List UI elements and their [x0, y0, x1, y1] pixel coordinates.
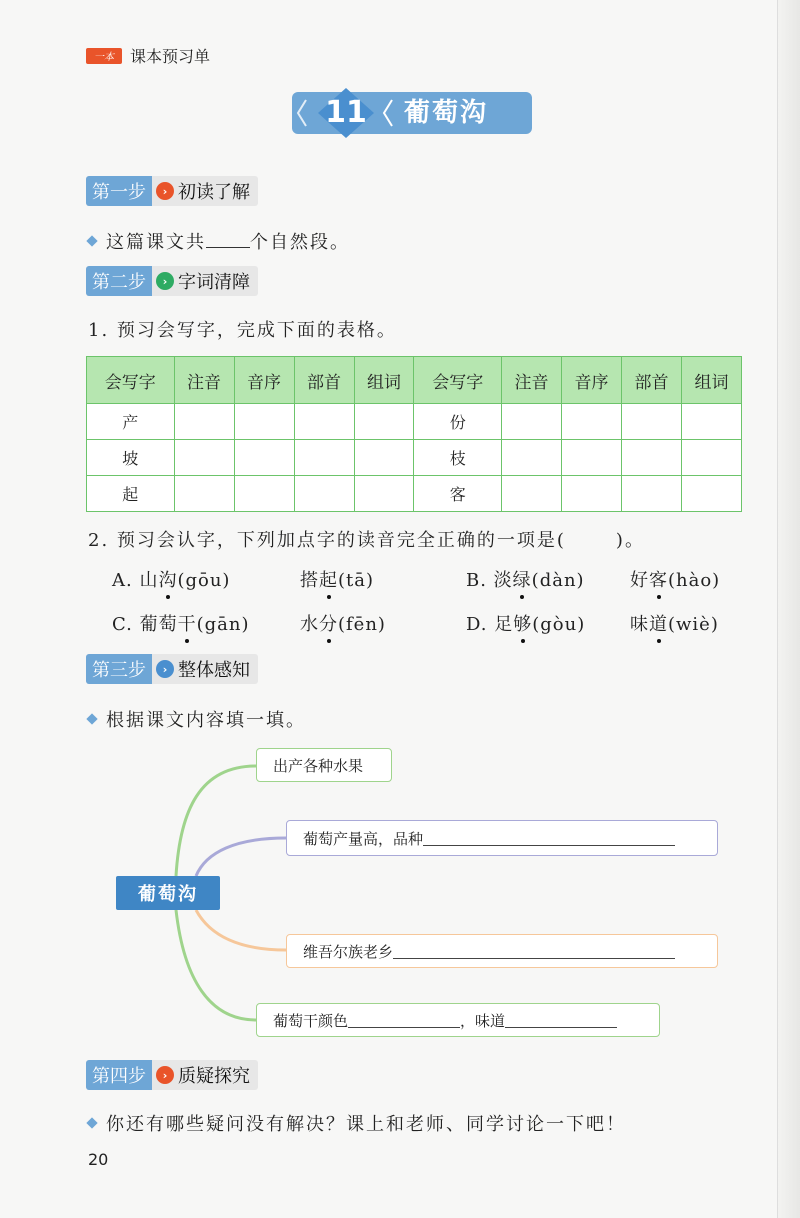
- bullet-icon: [86, 1117, 97, 1128]
- step4-header: [86, 1060, 258, 1090]
- table-header: 会写字: [414, 357, 502, 404]
- option-word: 搭: [300, 570, 319, 591]
- table-cell-char: 客: [414, 476, 502, 512]
- option-word: 好: [630, 570, 649, 591]
- dotted-char: 够: [513, 610, 532, 636]
- pinyin: (hào): [668, 570, 721, 591]
- option-word: 葡萄: [139, 614, 178, 635]
- step4-name: 质疑探究: [178, 1066, 250, 1087]
- pinyin: (tā): [338, 570, 375, 591]
- connector-purple: [196, 838, 286, 876]
- node-text: 葡萄产量高，品种: [303, 829, 424, 848]
- step4-text: [88, 1110, 626, 1136]
- step1-arrow-icon: ›: [156, 182, 174, 200]
- step3-arrow-icon: ›: [156, 660, 174, 678]
- dotted-char: 起: [319, 566, 338, 592]
- option-word: 水: [300, 614, 319, 635]
- option-word: 足: [494, 614, 514, 635]
- step2-arrow-icon: ›: [156, 272, 174, 290]
- node-text: 维吾尔族老乡: [303, 942, 394, 961]
- table-cell-char: 坡: [87, 440, 175, 476]
- option-label: D.: [466, 614, 495, 635]
- table-header: 音序: [562, 357, 622, 404]
- option-word: 山: [139, 570, 159, 591]
- pinyin: (gòu): [532, 614, 586, 635]
- step3-instruction-text: 根据课文内容填一填。: [106, 710, 306, 731]
- pinyin: (wiè): [668, 614, 719, 635]
- step1-name: 初读了解: [178, 182, 250, 203]
- option-label: A.: [112, 570, 140, 591]
- mind-map-node-1: [256, 748, 392, 782]
- table-cell-char: 枝: [414, 440, 502, 476]
- mind-map-root: 葡萄沟: [116, 876, 220, 910]
- step3-name: 整体感知: [178, 660, 250, 681]
- step1-tag: 第一步: [86, 176, 152, 206]
- step2-name: 字词清障: [178, 272, 250, 293]
- dotted-char: 道: [649, 610, 668, 636]
- table-header: 组词: [681, 357, 741, 404]
- table-header: 会写字: [87, 357, 175, 404]
- mind-map-node-3: [286, 934, 718, 968]
- dotted-char: 分: [319, 610, 338, 636]
- connector-green-2: [176, 910, 256, 1020]
- pinyin: (gōu): [177, 570, 231, 591]
- step2-q1: 1. 预习会写字，完成下面的表格。: [88, 320, 397, 341]
- step4-tag: 第四步: [86, 1060, 152, 1090]
- lesson-number: 11: [325, 95, 367, 130]
- dotted-char: 沟: [158, 566, 177, 592]
- connector-green: [176, 766, 256, 876]
- dotted-char: 客: [649, 566, 668, 592]
- step1-question-post: 个自然段。: [250, 232, 350, 253]
- pinyin: (gān): [196, 614, 250, 635]
- pinyin: (fēn): [338, 614, 386, 635]
- table-header: 音序: [234, 357, 294, 404]
- table-header: 部首: [622, 357, 682, 404]
- table-header: 组词: [354, 357, 414, 404]
- mind-map-node-4: [256, 1003, 660, 1037]
- node-text: 出产各种水果: [273, 756, 364, 775]
- step3-tag: 第三步: [86, 654, 152, 684]
- answer-blank[interactable]: [393, 944, 675, 959]
- step1-question-pre: 这篇课文共: [106, 232, 206, 253]
- page-number: 20: [88, 1150, 109, 1169]
- dotted-char: 干: [178, 610, 197, 636]
- answer-blank[interactable]: [348, 1013, 460, 1028]
- step2-tag: 第二步: [86, 266, 152, 296]
- table-cell-char: 产: [87, 404, 175, 440]
- table-header: 部首: [294, 357, 354, 404]
- header-title: 课本预习单: [130, 47, 211, 66]
- step4-arrow-icon: ›: [156, 1066, 174, 1084]
- table-cell-char: 起: [87, 476, 175, 512]
- lesson-title: 葡萄沟: [404, 98, 489, 128]
- option-word: 淡: [493, 570, 513, 591]
- pinyin: (dàn): [531, 570, 585, 591]
- node-text: 葡萄干颜色: [273, 1011, 349, 1030]
- step2-q2-end: )。: [615, 530, 645, 551]
- option-label: C.: [112, 614, 140, 635]
- step4-question: 你还有哪些疑问没有解决？课上和老师、同学讨论一下吧！: [106, 1114, 626, 1135]
- answer-blank[interactable]: [423, 831, 675, 846]
- answer-blank[interactable]: [505, 1013, 617, 1028]
- table-header: 注音: [174, 357, 234, 404]
- dotted-char: 绿: [513, 566, 532, 592]
- node-text: ，味道: [460, 1011, 506, 1030]
- connector-orange: [196, 910, 286, 950]
- option-word: 味: [630, 614, 649, 635]
- brand-logo: 一本: [86, 48, 122, 64]
- table-header: 注音: [502, 357, 562, 404]
- step2-q2-text: 2. 预习会认字，下列加点字的读音完全正确的一项是(: [88, 530, 566, 551]
- table-cell-char: 份: [414, 404, 502, 440]
- mind-map-node-2: [286, 820, 718, 856]
- option-label: B.: [466, 570, 494, 591]
